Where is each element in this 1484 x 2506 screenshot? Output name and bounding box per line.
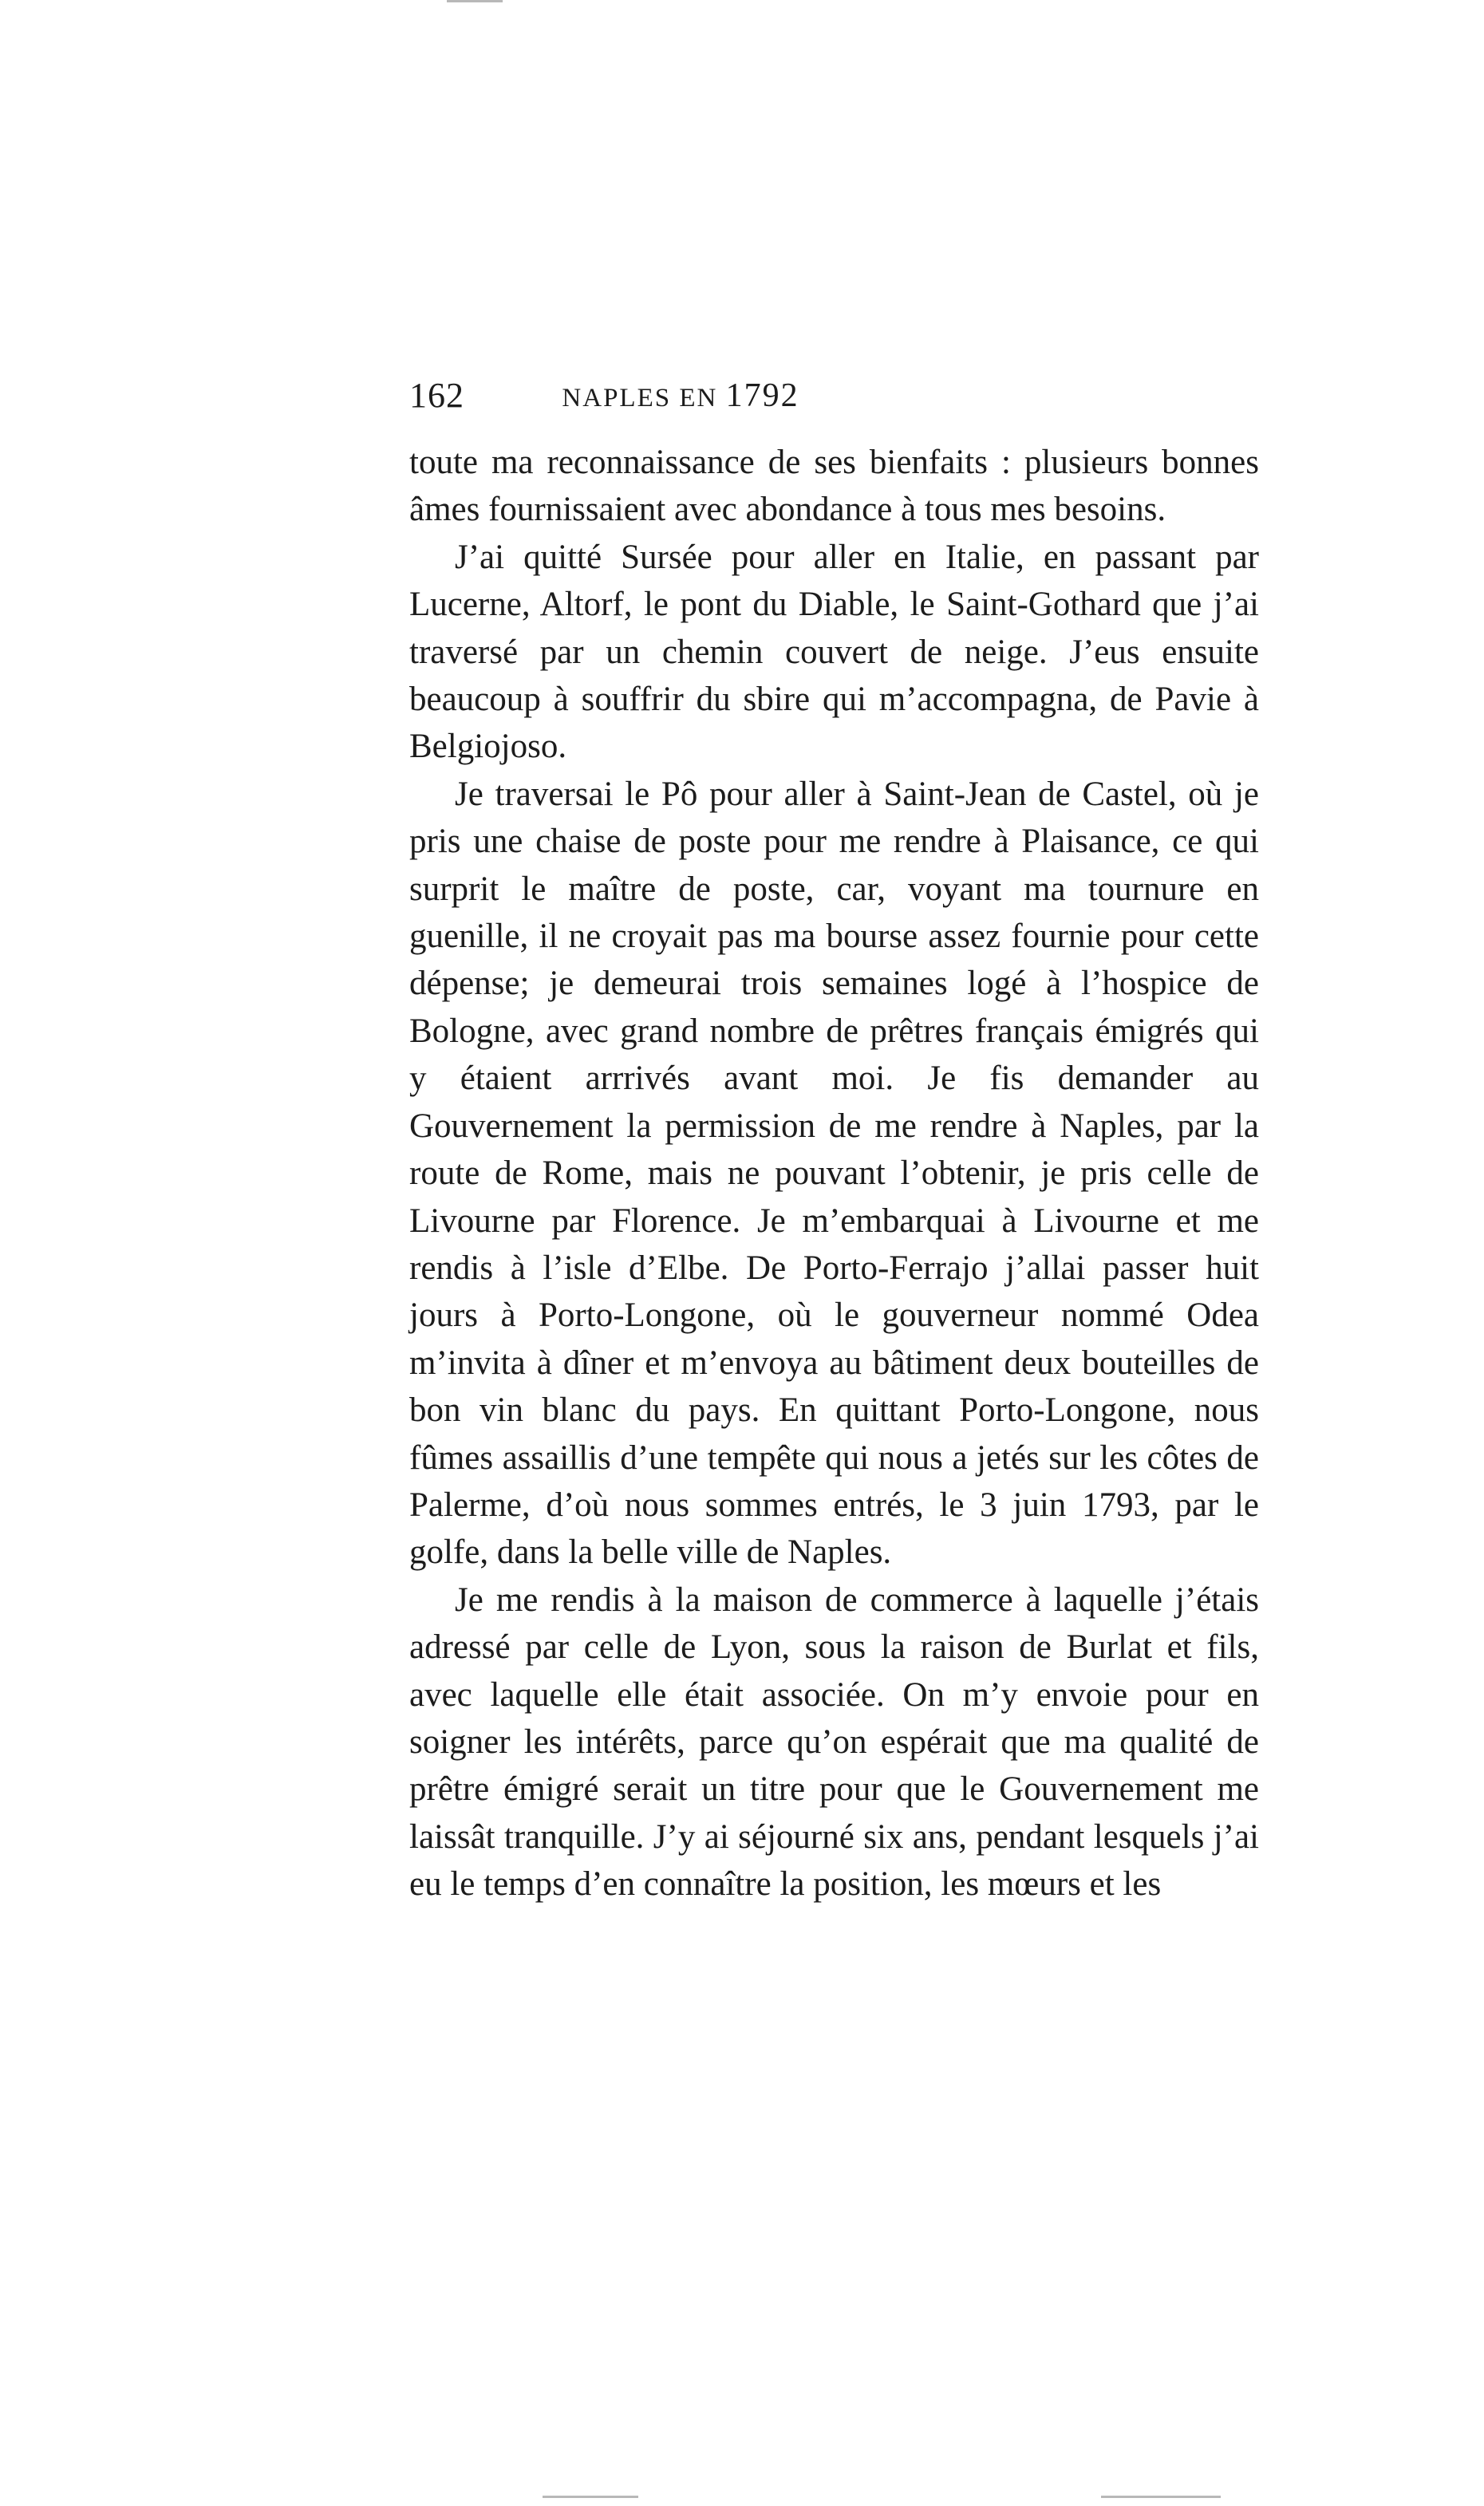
body-text bbox=[409, 439, 1259, 1908]
running-head-year: 1792 bbox=[725, 377, 799, 414]
paragraph-1: toute ma reconnaissance de ses bienfaits : plusieurs bonnes âmes fournissaient avec abondance à tous mes besoins. bbox=[409, 444, 1259, 529]
running-head-title: NAPLES EN bbox=[562, 384, 718, 412]
paragraph-2: J’ai quitté Sursée pour aller en Italie, en passant par Lucerne, Altorf, le pont du Diable, le Saint-Gothard que j’ai traversé par un chemin couvert de neige. J’eus ensuite beaucoup à souffrir du sbire qui m’accompagna, de Pavie à Belgiojoso. bbox=[409, 538, 1259, 766]
scan-artifact-bottom-left bbox=[543, 2496, 638, 2498]
scan-artifact-bottom-right bbox=[1101, 2496, 1221, 2498]
scan-artifact-top bbox=[447, 0, 503, 2]
paragraph-3: Je traversai le Pô pour aller à Saint-Jean de Castel, où je pris une chaise de poste pour me rendre à Plaisance, ce qui surprit le maître de poste, car, voyant ma tournure en guenille, il ne croyait pas ma bourse assez fournie pour cette dépense; je demeurai trois semaines logé à l’hospice de Bologne, avec grand nombre de prêtres français émigrés qui y étaient arrrivés avant moi. Je fis demander au Gouvernement la permission de me rendre à Naples, par la route de Rome, mais ne pouvant l’obtenir, je pris celle de Livourne par Florence. Je m’embarquai à Livourne et me rendis à l’isle d’Elbe. De Porto-Ferrajo j’allai passer huit jours à Porto-Longone, où le gouverneur nommé Odea m’invita à dîner et m’envoya au bâtiment deux bouteilles de bon vin blanc du pays. En quittant Porto-Longone, nous fûmes assaillis d’une tempête qui nous a jetés sur les côtes de Palerme, d’où nous sommes entrés, le 3 juin 1793, par le golfe, dans la belle ville de Naples. bbox=[409, 775, 1259, 1572]
paragraph-4: Je me rendis à la maison de commerce à laquelle j’étais adressé par celle de Lyon, sous la raison de Burlat et fils, avec laquelle elle était associée. On m’y envoie pour en soigner les intérêts, parce qu’on espérait que ma qualité de prêtre émigré serait un titre pour que le Gouvernement me laissât tranquille. J’y ai séjourné six ans, pendant lesquels j’ai eu le temps d’en connaître la position, les mœurs et les bbox=[409, 1581, 1259, 1904]
page-header bbox=[409, 372, 952, 420]
running-head bbox=[409, 372, 952, 422]
page-number: 162 bbox=[409, 376, 464, 415]
